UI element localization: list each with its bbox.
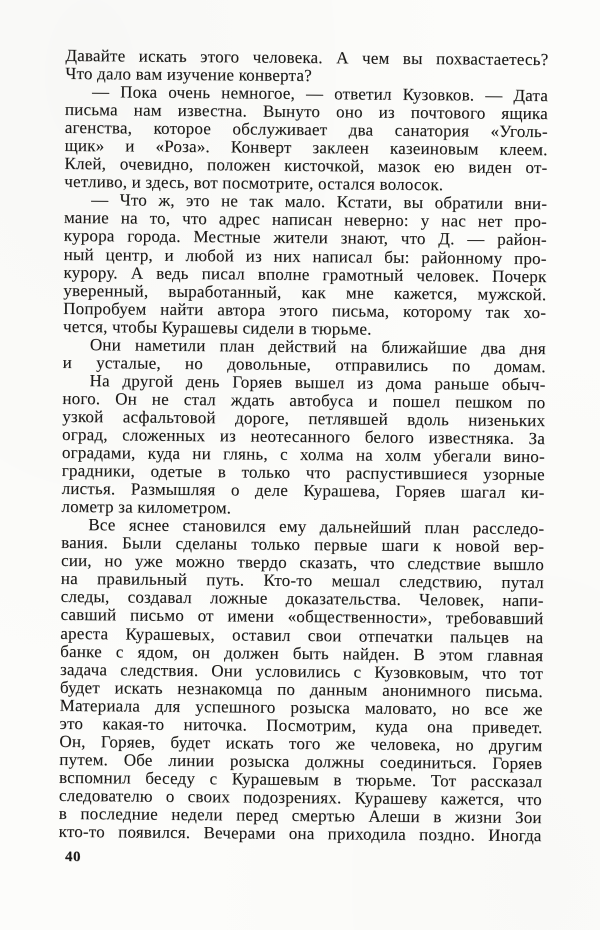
text-line: — Пока очень немногое, — ответил Кузовков. — Дата [92,82,549,106]
text-line: сии, но уже можно твердо сказать, что следствие вышло [60,551,545,575]
text-line: ный центр, и любой из них написал бы: районному про- [63,244,547,268]
text-line: Давайте искать этого человека. А чем вы похвастаетесь? [65,45,549,70]
text-line: банке с ядом, он должен быть найден. В этом главная [60,641,544,665]
text-line: ареста Курашевых, оставил свои отпечатки пальцев на [60,623,544,647]
text-line: савший письмо от имени «общественности», требовавший [60,605,544,629]
text-line: агенства, которое обслуживает два санатория «Уголь- [64,118,548,142]
text-line: кто-то появился. Вечерами она приходила поздно. Иногда [58,821,542,846]
page-number: 40 [65,849,81,865]
text-line: будет искать незнакомца по данным анонимного письма. [59,677,543,701]
text-line: мание на то, что адрес написан неверно: у нас нет про- [63,208,548,232]
text-line: Клей, очевидно, положен кисточкой, мазок ею виден от- [64,154,548,178]
text-line: на правильный путь. Кто-то мешал следствию, путал [60,569,544,593]
text-line: вания. Были сделаны только первые шаги к новой вер- [61,533,545,557]
text-line: оград, сложенных из неотесанного белого известняка. За [62,424,546,449]
text-line: ного. Он не стал ждать автобуса и пошел пешком по [62,388,546,412]
text-line: уверенный, выработанный, как мне кажется, мужской. [63,280,547,304]
text-line: четливо, и здесь, вот посмотрите, остался волосок. [64,172,444,195]
text-line: узкой асфальтовой дороге, петлявшей вдоль низеньких [62,406,546,431]
text-line: это какая-то ниточка. Посмотрим, куда она приведет. [59,713,543,737]
text-line: На другой день Горяев вышел из дома раньше обыч- [89,370,546,394]
text-line: следователю о своих подозрениях. Курашеву кажется, что [58,785,543,810]
text-line: курора города. Местные жители знают, что Д. — район- [63,226,547,250]
text-line: вспомнил беседу с Курашевым в тюрьме. Тот рассказал [59,767,543,791]
text-line: и усталые, но довольные, отправились по домам. [62,352,546,376]
text-line: лометр за километром. [61,497,232,518]
text-line: Попробуем найти автора этого письма, которому так хо- [63,298,547,322]
text-line: путем. Обе линии розыска должны соединиться. Горяев [59,749,543,773]
text-line: Что дало вам изучение конверта? [65,63,312,86]
text-line: градники, одетые в только что распустившиеся узорные [61,460,545,485]
text-line: чется, чтобы Курашевы сидели в тюрьме. [62,316,372,339]
text-line: следы, создавал ложные доказательства. Человек, напи- [60,587,544,611]
text-line: Материала для успешного розыска маловато, но все же [59,695,543,719]
text-line: задача следствия. Они условились с Кузовковым, что тот [59,659,544,683]
text-line: оградами, куда ни глянь, с холма на холм убегали вино- [61,442,545,467]
text-line: Все яснее становился ему дальнейший план расследо- [88,515,545,539]
text-line: в последние недели перед смертью Алеши в жизни Зои [58,803,542,828]
text-line: листья. Размышляя о деле Курашева, Горяев шагал ки- [61,479,545,503]
text-line: Он, Горяев, будет искать того же человека, но другим [59,731,543,755]
text-line: — Что ж, это не так мало. Кстати, вы обратили вни- [91,190,548,214]
text-line: щик» и «Роза». Конверт заклеен казеиновым клеем. [64,136,548,160]
text-line: письма нам известна. Вынуто оно из почтового ящика [64,100,548,124]
page-text-block [59,47,549,845]
text-line: Они наметили план действий на ближайшие два дня [89,334,546,358]
text-line: курору. А ведь писал вполне грамотный человек. Почерк [63,262,547,286]
